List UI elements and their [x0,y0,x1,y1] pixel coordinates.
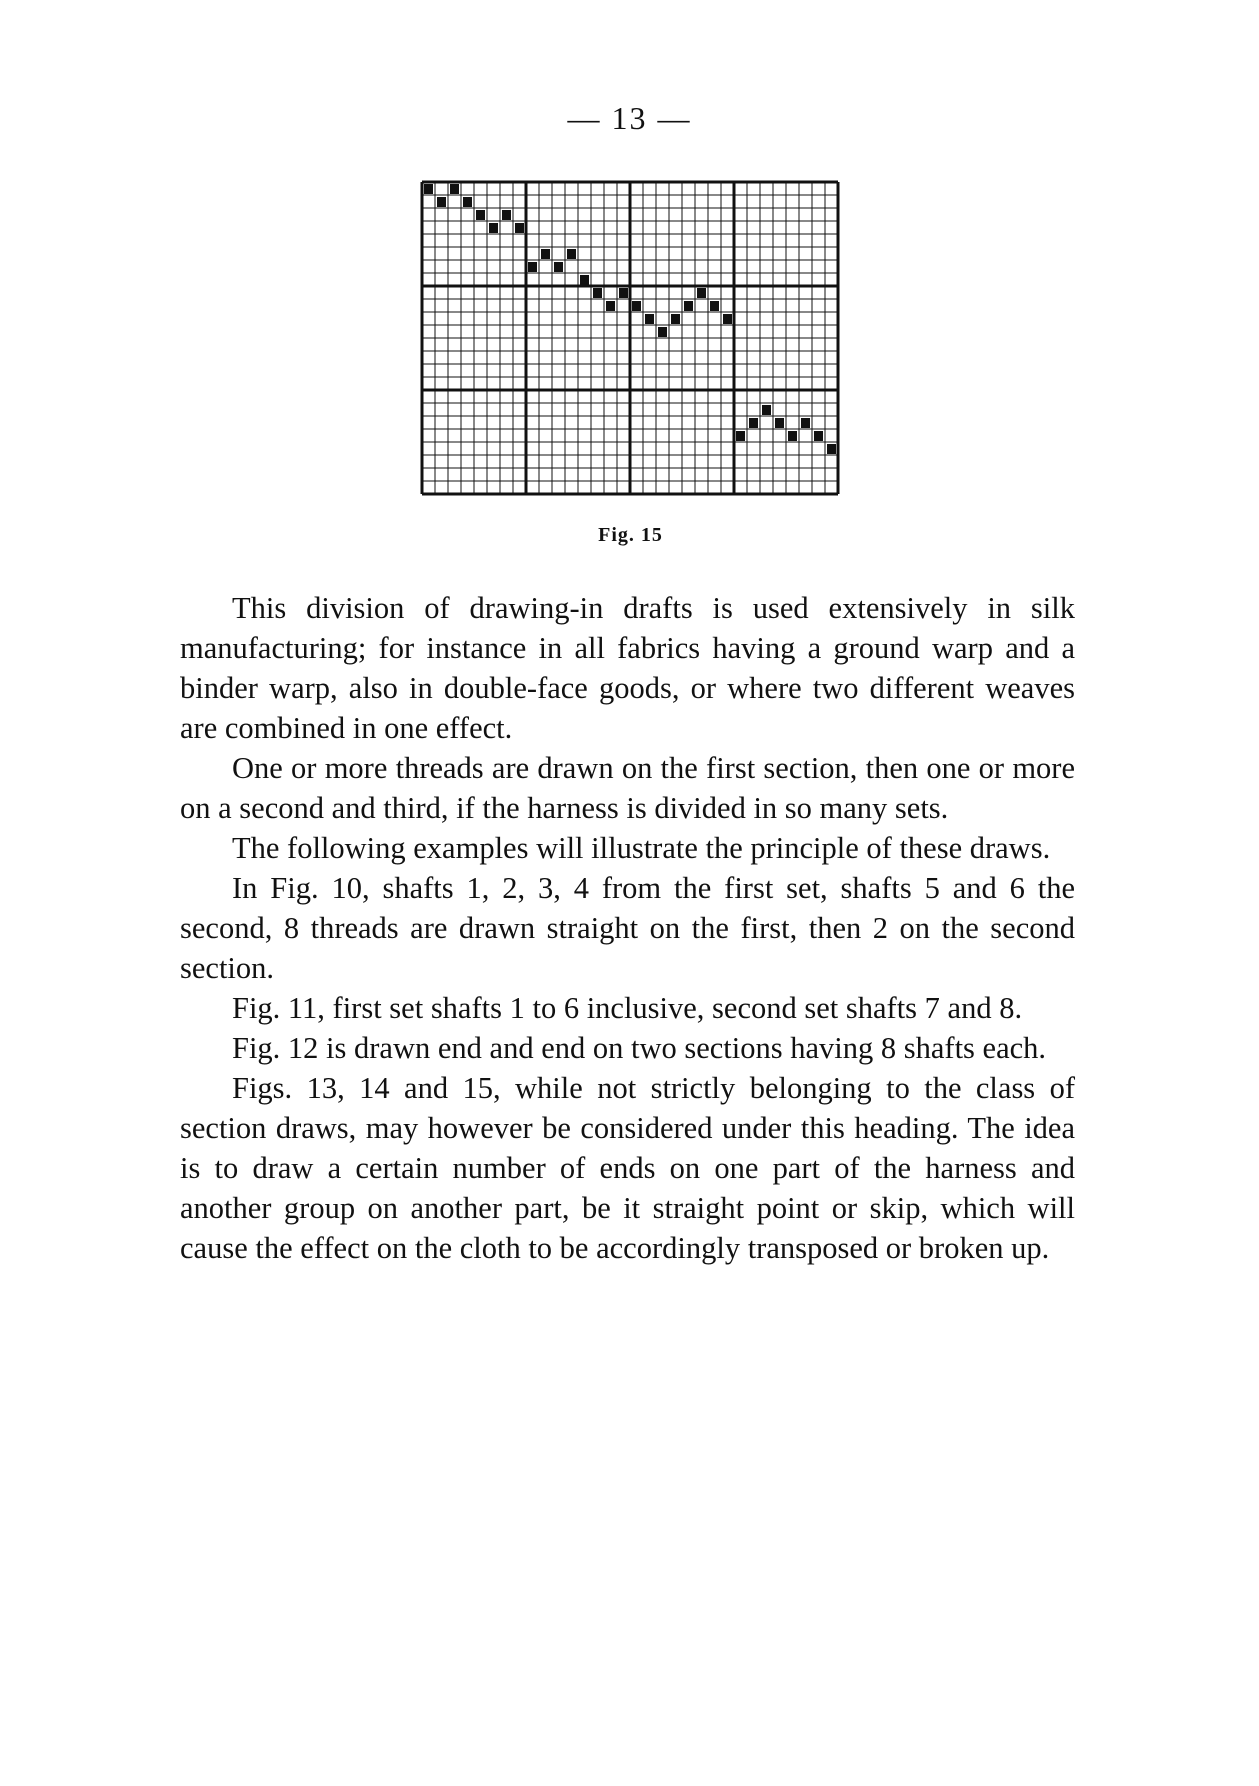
paragraph: This division of drawing-in drafts is used extensively in silk manufacturing; for instance in all fabrics having a ground warp and a binder warp, also in double-face goods, or where two different weaves are combined in one effect. [180,591,1075,745]
draft-mark [814,431,823,441]
draft-mark [723,314,732,324]
draft-mark [684,301,693,311]
draft-mark [762,405,771,415]
draft-mark [606,301,615,311]
draft-mark [593,288,602,298]
draft-mark [710,301,719,311]
body-text [180,588,1075,1268]
page-number: — 13 — [567,100,692,136]
draft-mark [658,327,667,337]
draft-mark [489,223,498,233]
draft-mark [580,275,589,285]
draft-mark [645,314,654,324]
paragraph: Fig. 12 is drawn end and end on two sections having 8 shafts each. [232,1031,1047,1065]
draft-mark [749,418,758,428]
draft-mark [736,431,745,441]
draft-mark [450,184,459,194]
draft-mark [697,288,706,298]
draft-mark [463,197,472,207]
draft-mark [619,288,628,298]
drawing-in-draft-diagram [420,180,844,500]
draft-mark [554,262,563,272]
draft-mark [528,262,537,272]
paragraph: Fig. 11, first set shafts 1 to 6 inclusive, second set shafts 7 and 8. [232,991,1023,1025]
draft-mark [541,249,550,259]
draft-mark [788,431,797,441]
draft-mark [567,249,576,259]
draft-mark [437,197,446,207]
draft-mark [502,210,511,220]
paragraph: Figs. 13, 14 and 15, while not strictly belonging to the class of section draws, may however be considered under this heading. The idea is to draw a certain number of ends on one part of the harness and another group on another part, be it straight point or skip, which will cause the effect on the cloth to be accordingly transposed or broken up. [180,1071,1075,1265]
paragraph: The following examples will illustrate the principle of these draws. [232,831,1051,865]
draft-mark [632,301,641,311]
paragraph: One or more threads are drawn on the first section, then one or more on a second and third, if the harness is divided in so many sets. [180,751,1075,825]
figure-caption: Fig. 15 [598,524,663,546]
draft-mark [671,314,680,324]
paragraph: In Fig. 10, shafts 1, 2, 3, 4 from the first set, shafts 5 and 6 the second, 8 threads are drawn straight on the first, then 2 on the second section. [180,871,1075,985]
draft-mark [515,223,524,233]
draft-mark [424,184,433,194]
draft-mark [476,210,485,220]
draft-mark [827,444,836,454]
draft-mark [801,418,810,428]
draft-mark [775,418,784,428]
